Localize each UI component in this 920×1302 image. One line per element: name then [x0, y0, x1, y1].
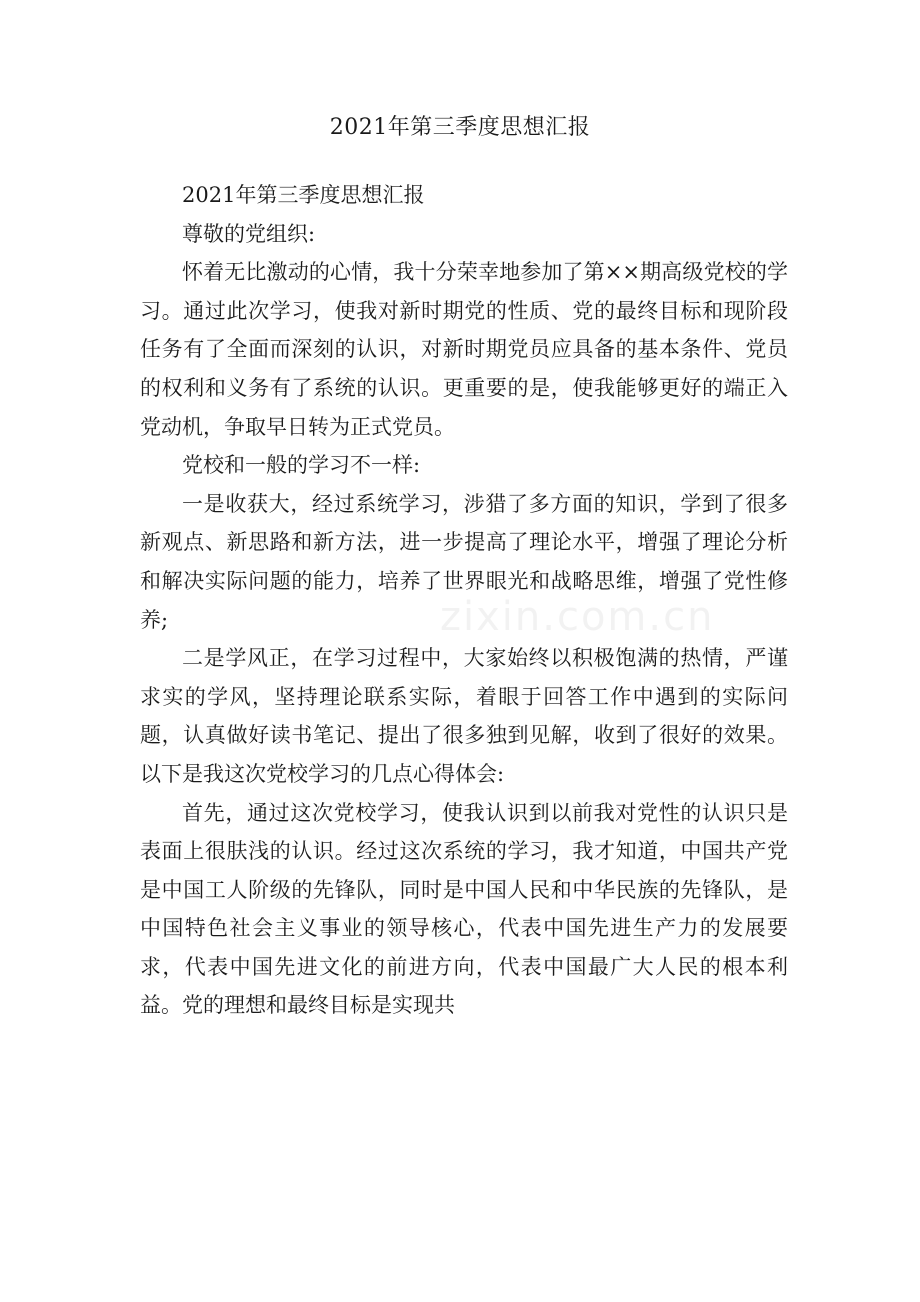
document-title: 2021年第三季度思想汇报 [329, 115, 591, 140]
paragraph-first-insight: 首先，通过这次党校学习，使我认识到以前我对党性的认识只是表面上很肤浅的认识。经过这次系统的学习，我才知道，中国共产党是中国工人阶级的先锋队，同时是中国人民和中华民族的先锋队，是中国特色社会主义事业的领导核心，代表中国先进生产力的发展要求，代表中国先进文化的前进方向，代表中国最广大人民的根本利益。党的理想和最终目标是实现共 [140, 800, 788, 1018]
paragraph-heading: 2021年第三季度思想汇报 [182, 183, 425, 207]
paragraph-point-two: 二是学风正，在学习过程中，大家始终以积极饱满的热情，严谨求实的学风，坚持理论联系实际，着眼于回答工作中遇到的实际问题，认真做好读书笔记、提出了很多独到见解，收到了很好的效果。以下是我这次党校学习的几点心得体会: [140, 646, 788, 786]
paragraph-difference: 党校和一般的学习不一样: [182, 453, 421, 478]
paragraph-point-one: 一是收获大，经过系统学习，涉猎了多方面的知识，学到了很多新观点、新思路和新方法，进一步提高了理论水平，增强了理论分析和解决实际问题的能力，培养了世界眼光和战略思维，增强了党性修养; [140, 491, 788, 632]
document-body [140, 176, 788, 1025]
paragraph-intro: 怀着无比激动的心情，我十分荣幸地参加了第××期高级党校的学习。通过此次学习，使我对新时期党的性质、党的最终目标和现阶段任务有了全面而深刻的认识，对新时期党员应具备的基本条件、党员的权利和义务有了系统的认识。更重要的是，使我能够更好的端正入党动机，争取早日转为正式党员。 [140, 260, 788, 439]
site-watermark: zixin.com.cn [440, 594, 715, 640]
paragraph-salutation: 尊敬的党组织: [182, 221, 316, 246]
